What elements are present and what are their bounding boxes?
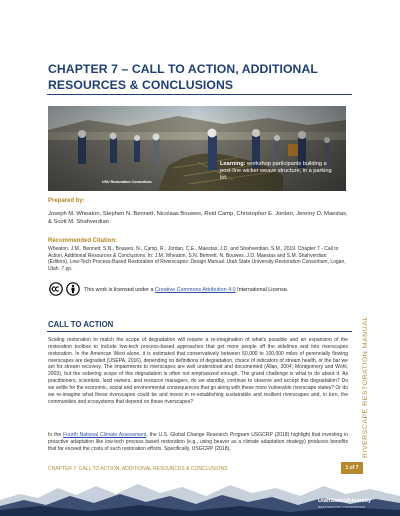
manual-side-label: RIVERSCAPE RESTORATION MANUAL xyxy=(362,316,369,458)
photo-caption xyxy=(220,161,338,182)
photo-logo: USU Restoration Consortium xyxy=(102,180,152,184)
climate-assessment-paragraph xyxy=(48,432,348,453)
prepared-by-label: Prepared by: xyxy=(48,198,85,204)
license-link[interactable]: Creative Commons Attribution 4.0 xyxy=(155,287,236,293)
section-divider xyxy=(47,331,352,332)
license-suffix: International License. xyxy=(235,287,289,293)
license-text xyxy=(84,287,344,294)
para2-prefix: In the xyxy=(48,432,64,438)
citation-label: Recommended Citation: xyxy=(48,238,118,244)
call-to-action-heading: CALL TO ACTION xyxy=(48,320,114,329)
title-divider xyxy=(47,94,352,95)
license-prefix: This work is licensed under a xyxy=(84,287,156,293)
citation-text: Wheaton, J.M., Bennett, S.N., Bouwes, N., Camp, R., Jordan, C.E., Maestas, J.D. and Shahverdian, S.M., 2019. Chapter 7 - Call to Action, Additional Resources & Conclusions. In: J.M. Wheaton, S.N. Bennett, N. Bouwes, J.D. Maestas and S.M. Shahverdian (Editors), Low-Tech Process-Based Restoration of Riverscapes: Design Manual. Utah State University Restoration Consortium, Logan, Utah. 7 pp. xyxy=(48,246,346,272)
workshop-photo xyxy=(48,106,346,191)
creative-commons-icon[interactable] xyxy=(49,282,63,296)
footer-chapter-label: CHAPTER 7: CALL TO ACTION, ADDITIONAL RESOURCES & CONCLUSIONS xyxy=(48,466,228,472)
para2-suffix: , the U.S. Global Change Research Program USGCRP (2018) highlight that investing in proactive adaptation like low-tech process based restoration (e.g., using beaver as a climate adaptation strategy) produces benefits that far exceed the costs of such restoration efforts. Specifically, USGCRP (2018), xyxy=(48,432,349,452)
mountain-footer-graphic xyxy=(0,478,400,516)
chapter-title: CHAPTER 7 – CALL TO ACTION, ADDITIONAL RESOURCES & CONCLUSIONS xyxy=(48,62,318,92)
climate-assessment-link[interactable]: Fourth National Climate Assessment xyxy=(63,432,147,438)
call-to-action-paragraph: Scaling restoration to match the scope of degradation will require a re-imagination of what's possible and an expansion of the restoration toolbox to include low-tech process-based approaches that get more people off the sidelines and into riverscapes restoration. In the American West alone, it is estimated that conservatively between 50,000 to 100,000 miles of perennially flowing riverscapes are degraded (USEPA, 2016), depending on definitions of degradation, choice of indicators of stream health, or the bar we set for stream recovery. The impairments to riverscapes are well understood and documented (Allan, 2004; Montgomery and Wohl, 2003), but the sobering scope of this degradation is often not emphasized enough. The grand challenge is what to do about it. As practitioners, scientists, land owners, and resource managers, do we standby, continue to observe and accept this degradation? Do we settle for the economic, social and environmental consequences that go along with these more vulnerable riverscape states? Or do we re-imagine what these riverscapes could be and invest in re-establishing sustainable and resilient riverscapes and, in turn, the communities and ecosystems that depend on these riverscapes? xyxy=(48,337,348,405)
attribution-icon[interactable] xyxy=(66,282,80,296)
authors-list: Joseph M. Wheaton, Stephen N. Bennett, Nicolaas Bouwes, Reid Camp, Christopher E. Jordan, Jeremy D. Maestas, & Scott M. Shahverdian xyxy=(48,211,348,225)
usu-logo-subtitle: RESTORATION CONSORTIUM xyxy=(318,505,366,509)
photo-caption-lead: Learning: xyxy=(220,161,246,167)
page-number-badge: 1 of 7 xyxy=(341,462,363,474)
usu-logo[interactable]: UtahStateUniversity xyxy=(318,498,372,504)
photo-caption-text: workshop participants building a post-line wicker weave structure, in a parking lot. xyxy=(220,161,332,181)
